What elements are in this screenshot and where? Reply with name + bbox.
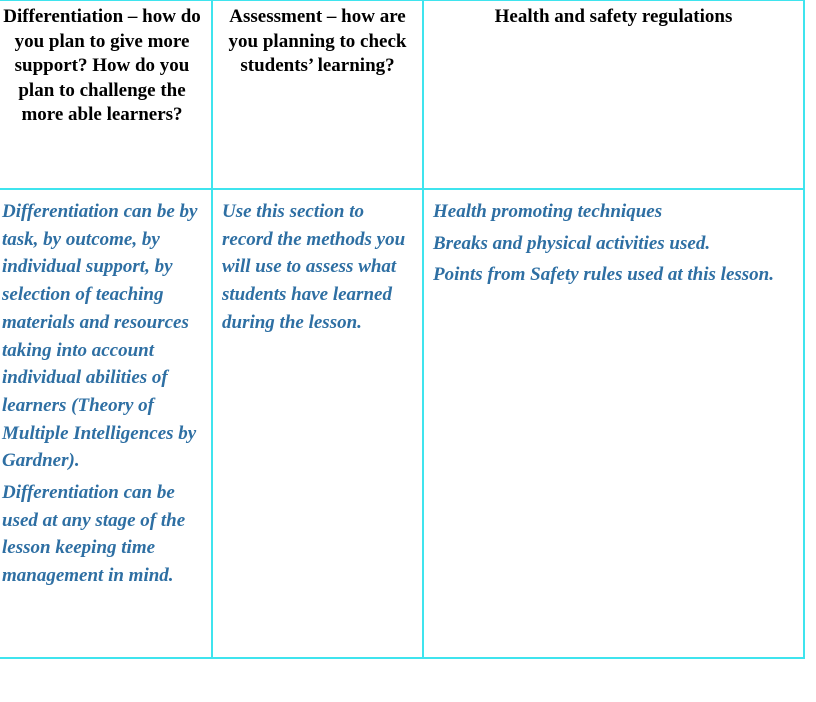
- cell-health-safety: [423, 189, 804, 658]
- assessment-paragraph-1: Use this section to record the methods you will use to assess what students have learned during the lesson.: [222, 201, 406, 333]
- health-safety-item-2: Breaks and physical activities used.: [433, 232, 711, 254]
- health-safety-item-1: Health promoting techniques: [433, 201, 663, 222]
- cell-assessment: [212, 189, 423, 658]
- header-assessment: Assessment – how are you planning to check students’ learning?: [212, 0, 423, 189]
- health-safety-item-3: Points from Safety rules used at this lesson.: [433, 264, 774, 286]
- header-health-safety: Health and safety regulations: [423, 0, 804, 189]
- header-differentiation: Differentiation – how do you plan to give more support? How do you plan to challenge the more able learners?: [0, 0, 212, 189]
- cell-differentiation: [0, 189, 212, 658]
- table-body-row: [0, 189, 804, 658]
- table-header-row: [0, 0, 804, 189]
- differentiation-paragraph-2: Differentiation can be used at any stage of the lesson keeping time management in mind.: [2, 482, 186, 587]
- differentiation-paragraph-1: Differentiation can be by task, by outcome, by individual support, by selection of teaching materials and resources taking into account individual abilities of learners (Theory of Multiple Intelligences by Gardner).: [2, 201, 198, 472]
